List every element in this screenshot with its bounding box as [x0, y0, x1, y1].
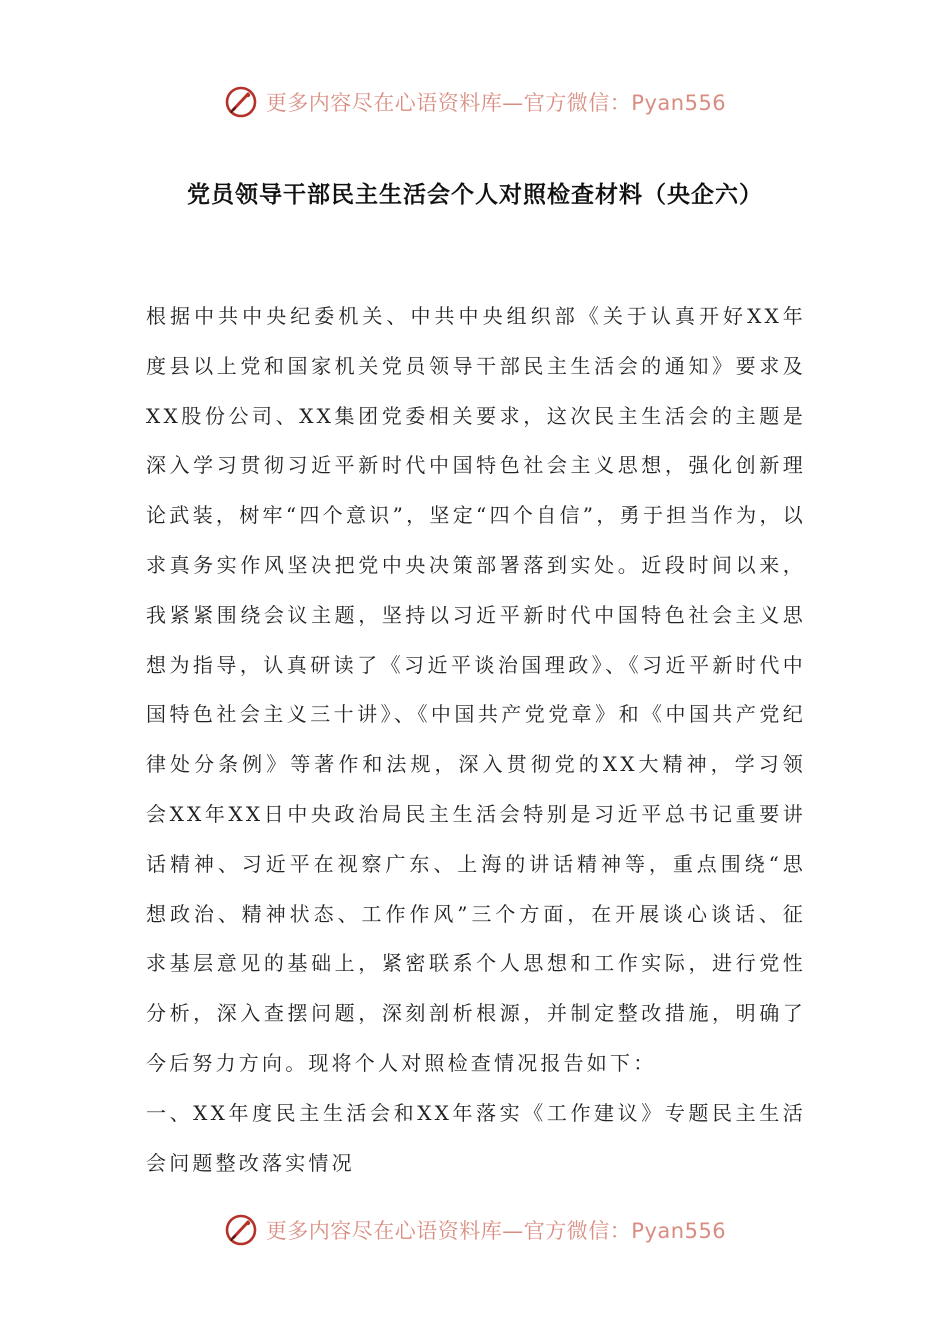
pen-circle-logo-icon [224, 85, 258, 119]
pen-circle-logo-icon [224, 1213, 258, 1247]
page-title: 党员领导干部民主生活会个人对照检查材料（央企六） [187, 182, 763, 208]
watermark-header [0, 80, 950, 124]
watermark-footer [0, 1208, 950, 1252]
section-heading: 一、XX年度民主生活会和XX年落实《工作建议》专题民主生活会问题整改落实情况 [146, 1101, 806, 1175]
intro-paragraph: 根据中共中央纪委机关、中共中央组织部《关于认真开好XX年度县以上党和国家机关党员领导干部民主生活会的通知》要求及XX股份公司、XX集团党委相关要求，这次民主生活会的主题是深入学习贯彻习近平新时代中国特色社会主义思想，强化创新理论武装，树牢“四个意识”，坚定“四个自信”，勇于担当作为，以求真务实作风坚决把党中央决策部署落到实处。近段时间以来，我紧紧围绕会议主题，坚持以习近平新时代中国特色社会主义思想为指导，认真研读了《习近平谈治国理政》、《习近平新时代中国特色社会主义三十讲》、《中国共产党党章》和《中国共产党纪律处分条例》等著作和法规，深入贯彻党的XX大精神，学习领会XX年XX日中央政治局民主生活会特别是习近平总书记重要讲话精神、习近平在视察广东、上海的讲话精神等，重点围绕“思想政治、精神状态、工作作风”三个方面，在开展谈心谈话、征求基层意见的基础上，紧密联系个人思想和工作实际，进行党性分析，深入查摆问题，深刻剖析根源，并制定整改措施，明确了今后努力方向。现将个人对照检查情况报告如下： [146, 304, 806, 1075]
watermark-text: 更多内容尽在心语资料库—官方微信：Pyan556 [265, 1219, 727, 1243]
watermark-text: 更多内容尽在心语资料库—官方微信：Pyan556 [265, 91, 727, 115]
